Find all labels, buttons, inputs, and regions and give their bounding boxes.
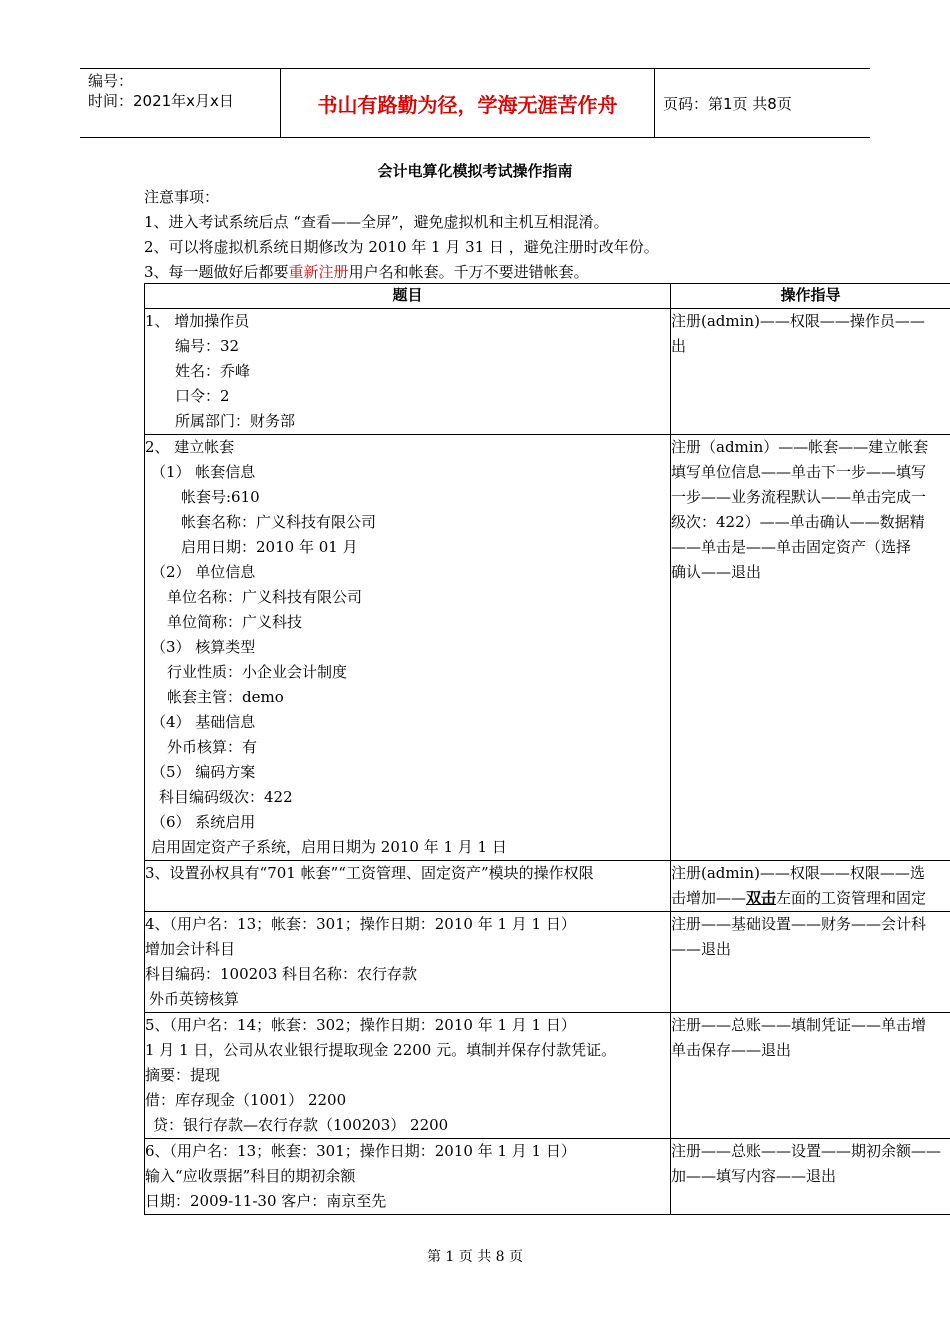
- note-item: 1、进入考试系统后点 “查看——全屏”，避免虚拟机和主机互相混淆。: [144, 213, 609, 231]
- question-line: （4） 基础信息: [151, 713, 256, 731]
- guide-line: 出: [671, 337, 687, 355]
- question-line: 单位简称：广义科技: [167, 613, 303, 631]
- table-row: [145, 1013, 950, 1139]
- question-line: 科目编码级次：422: [159, 788, 293, 806]
- question-line: 3、设置孙权具有“701 帐套”“工资管理、固定资产”模块的操作权限: [145, 864, 594, 882]
- question-line: （3） 核算类型: [151, 638, 256, 656]
- table-row: [145, 1139, 950, 1215]
- question-line: 行业性质：小企业会计制度: [167, 663, 348, 681]
- table-header-row: [145, 284, 950, 309]
- notes-section: [144, 185, 659, 285]
- question-line: 日期：2009-11-30 客户：南京至先: [145, 1192, 387, 1210]
- guide-cell: [671, 1013, 950, 1139]
- column-header-question: 题目: [145, 284, 671, 309]
- guide-line: 注册(admin)——权限——操作员——: [671, 312, 925, 330]
- note-item: [144, 260, 659, 285]
- column-header-guide: 操作指导: [671, 284, 950, 309]
- question-line: 所属部门：财务部: [175, 412, 296, 430]
- guide-text: 击增加——: [671, 889, 747, 907]
- question-cell: [145, 1013, 671, 1139]
- guide-line: 一步——业务流程默认——单击完成一: [671, 488, 927, 506]
- guide-cell: [671, 912, 950, 1013]
- question-line: 6、（用户名：13；帐套：301；操作日期：2010 年 1 月 1 日）: [145, 1142, 576, 1160]
- table-row: [145, 861, 950, 912]
- question-line: 借：库存现金（1001） 2200: [145, 1091, 347, 1109]
- question-line: 1、 增加操作员: [145, 312, 250, 330]
- question-line: （1） 帐套信息: [151, 463, 256, 481]
- guide-line: ——退出: [671, 940, 732, 958]
- question-line: 外币英镑核算: [149, 990, 240, 1008]
- question-line: 2、 建立帐套: [145, 438, 235, 456]
- question-line: 5、（用户名：14；帐套：302；操作日期：2010 年 1 月 1 日）: [145, 1016, 576, 1034]
- guide-line: 注册——总账——填制凭证——单击增: [671, 1016, 927, 1034]
- guide-line: ——单击是——单击固定资产（选择: [671, 538, 912, 556]
- document-title: 会计电算化模拟考试操作指南: [377, 162, 573, 180]
- question-line: 启用固定资产子系统，启用日期为 2010 年 1 月 1 日: [151, 838, 507, 856]
- question-line: 编号：32: [175, 337, 240, 355]
- guide-line: 加——填写内容——退出: [671, 1167, 837, 1185]
- question-line: 增加会计科目: [145, 940, 236, 958]
- question-cell: [145, 435, 671, 861]
- table-row: [145, 309, 950, 435]
- question-line: 帐套号:610: [181, 488, 260, 506]
- question-line: 口令：2: [175, 387, 230, 405]
- guide-line: [671, 886, 950, 911]
- guide-cell: [671, 435, 950, 861]
- guide-line: 注册——总账——设置——期初余额——: [671, 1142, 942, 1160]
- question-line: 外币核算：有: [167, 738, 258, 756]
- guide-line: 确认——退出: [671, 563, 762, 581]
- notes-heading: 注意事项：: [144, 188, 220, 206]
- exam-table: [144, 283, 950, 1215]
- page-footer: 第 1 页 共 8 页: [426, 1249, 524, 1265]
- question-line: （2） 单位信息: [151, 563, 256, 581]
- header-meta: [80, 69, 281, 137]
- header-page-info: 页码：第1页 共8页: [663, 94, 792, 113]
- table-row: [145, 912, 950, 1013]
- guide-cell: [671, 1139, 950, 1215]
- time-label: 时间：2021年x月x日: [88, 92, 234, 110]
- guide-line: 注册(admin)——权限——权限——选: [671, 864, 925, 882]
- question-cell: [145, 309, 671, 435]
- question-line: 帐套主管：demo: [167, 688, 284, 706]
- question-line: （6） 系统启用: [151, 813, 256, 831]
- guide-cell: [671, 309, 950, 435]
- guide-line: 单击保存——退出: [671, 1041, 792, 1059]
- note-text: 3、每一题做好后都要: [144, 263, 289, 281]
- question-line: 姓名：乔峰: [175, 362, 251, 380]
- guide-emphasis: 双击: [746, 889, 777, 907]
- header-motto: 书山有路勤为径，学海无涯苦作舟: [281, 69, 655, 137]
- question-line: 帐套名称：广义科技有限公司: [181, 513, 377, 531]
- question-line: 科目编码：100203 科目名称：农行存款: [145, 965, 418, 983]
- note-item: 2、可以将虚拟机系统日期修改为 2010 年 1 月 31 日 ，避免注册时改年份。: [144, 238, 659, 256]
- guide-line: 注册（admin）——帐套——建立帐套: [671, 438, 929, 456]
- guide-line: 级次：422）——单击确认——数据精: [671, 513, 925, 531]
- number-label: 编号：: [88, 72, 134, 90]
- question-line: （5） 编码方案: [151, 763, 256, 781]
- guide-text: 左面的工资管理和固定: [776, 889, 927, 907]
- guide-cell: [671, 861, 950, 912]
- question-line: 单位名称：广义科技有限公司: [167, 588, 363, 606]
- question-cell: [145, 861, 671, 912]
- question-line: 贷：银行存款—农行存款（100203） 2200: [153, 1116, 449, 1134]
- note-text: 用户名和帐套。千万不要进错帐套。: [348, 263, 589, 281]
- question-line: 摘要：提现: [145, 1066, 221, 1084]
- question-line: 启用日期：2010 年 01 月: [181, 538, 358, 556]
- page-header: [80, 68, 870, 138]
- question-line: 输入“应收票据”科目的期初余额: [145, 1167, 356, 1185]
- note-highlight: 重新注册: [288, 263, 349, 281]
- question-line: 4、（用户名：13；帐套：301；操作日期：2010 年 1 月 1 日）: [145, 915, 576, 933]
- guide-line: 注册——基础设置——财务——会计科: [671, 915, 927, 933]
- table-row: [145, 435, 950, 861]
- guide-line: 填写单位信息——单击下一步——填写: [671, 463, 927, 481]
- question-cell: [145, 912, 671, 1013]
- question-cell: [145, 1139, 671, 1215]
- question-line: 1 月 1 日，公司从农业银行提取现金 2200 元。填制并保存付款凭证。: [145, 1041, 617, 1059]
